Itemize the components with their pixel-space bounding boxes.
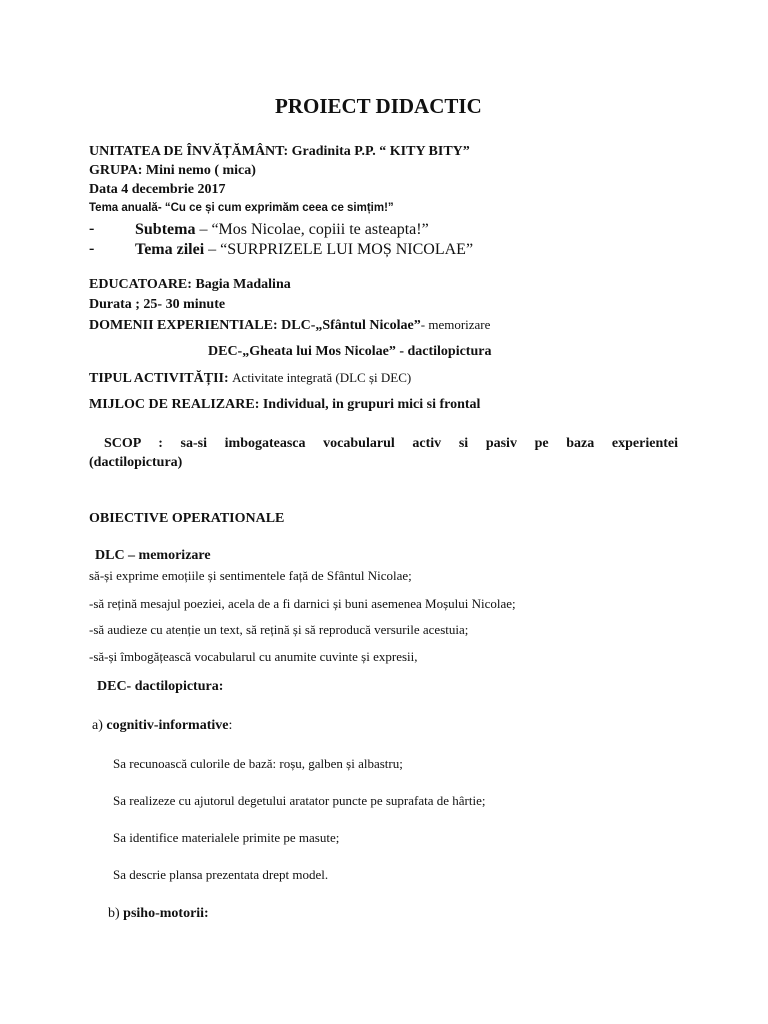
tema-zilei-value: – “SURPRIZELE LUI MOȘ NICOLAE” (208, 241, 474, 258)
dec-heading: DEC- dactilopictura: (97, 679, 224, 694)
bullet-dash: - (89, 240, 95, 257)
domenii-value: - memorizare (420, 317, 491, 332)
tema-zilei-line (135, 240, 473, 259)
a-item: Sa identifice materialele primite pe masute; (113, 830, 340, 845)
durata-line: Durata ; 25- 30 minute (89, 297, 226, 312)
grupa-line (89, 162, 256, 179)
domenii-label: DOMENII EXPERIENTIALE: DLC-„Sfântul Nicolae” (89, 318, 421, 333)
domenii-line (89, 316, 490, 334)
educatoare-line (89, 276, 291, 293)
section-b-label: psiho-motorii: (123, 906, 209, 921)
grupa-value: Mini nemo ( mica) (145, 163, 256, 178)
section-b-heading (108, 905, 209, 922)
section-a-label: cognitiv-informative (106, 718, 229, 733)
a-item: Sa recunoască culorile de bază: roșu, galben și albastru; (113, 756, 403, 771)
obiective-heading: OBIECTIVE OPERATIONALE (89, 511, 285, 526)
subtema-line (135, 220, 429, 239)
mijloc-label: MIJLOC DE REALIZARE: (89, 397, 260, 412)
dec-line: DEC-„Gheata lui Mos Nicolae” - dactilopictura (208, 344, 492, 359)
tema-zilei-label: Tema zilei (135, 241, 205, 258)
tema-anuala-value: “Cu ce și cum exprimăm ceea ce simțim!” (164, 202, 394, 214)
section-a-prefix: a) (92, 718, 103, 733)
dlc-item: -să-și îmbogățească vocabularul cu anumite cuvinte și expresii, (89, 649, 418, 664)
tipul-value: Activitate integrată (DLC și DEC) (232, 370, 412, 385)
unitatea-line (89, 143, 470, 160)
tema-anuala-label: Tema anuală- (89, 202, 162, 214)
scop-line-1: SCOP : sa-si imbogateasca vocabularul activ si pasiv pe baza experientei (104, 436, 678, 451)
educatoare-label: EDUCATOARE: (89, 277, 192, 292)
dlc-heading: DLC – memorizare (95, 548, 211, 563)
educatoare-value: Bagia Madalina (195, 277, 291, 292)
a-item: Sa realizeze cu ajutorul degetului aratator puncte pe suprafata de hârtie; (113, 793, 486, 808)
mijloc-line (89, 396, 480, 413)
section-a-heading (92, 717, 232, 734)
subtema-label: Subtema (135, 221, 196, 238)
tipul-label: TIPUL ACTIVITĂȚII: (89, 371, 229, 386)
tipul-line (89, 369, 411, 387)
bullet-dash: - (89, 220, 95, 237)
section-b-prefix: b) (108, 906, 120, 921)
a-item: Sa descrie plansa prezentata drept model. (113, 867, 329, 882)
unitatea-value: Gradinita P.P. “ KITY BITY” (291, 144, 470, 159)
dlc-item: -să rețină mesajul poeziei, acela de a fi darnici și buni asemenea Moșului Nicolae; (89, 596, 516, 611)
tema-anuala-line (89, 200, 394, 217)
dlc-item: să-și exprime emoțiile și sentimentele față de Sfântul Nicolae; (89, 568, 412, 583)
section-a-suffix: : (228, 718, 233, 733)
dlc-item: -să audieze cu atenție un text, să rețină și să reproducă versurile acestuia; (89, 622, 469, 637)
mijloc-value: Individual, in grupuri mici si frontal (262, 397, 481, 412)
data-line: Data 4 decembrie 2017 (89, 182, 226, 197)
page-title: PROIECT DIDACTIC (275, 94, 482, 118)
grupa-label: GRUPA: (89, 163, 143, 178)
subtema-value: – “Mos Nicolae, copiii te asteapta!” (199, 221, 429, 238)
unitatea-label: UNITATEA DE ÎNVĂȚĂMÂNT: (89, 144, 289, 159)
scop-line-2: (dactilopictura) (89, 455, 183, 470)
